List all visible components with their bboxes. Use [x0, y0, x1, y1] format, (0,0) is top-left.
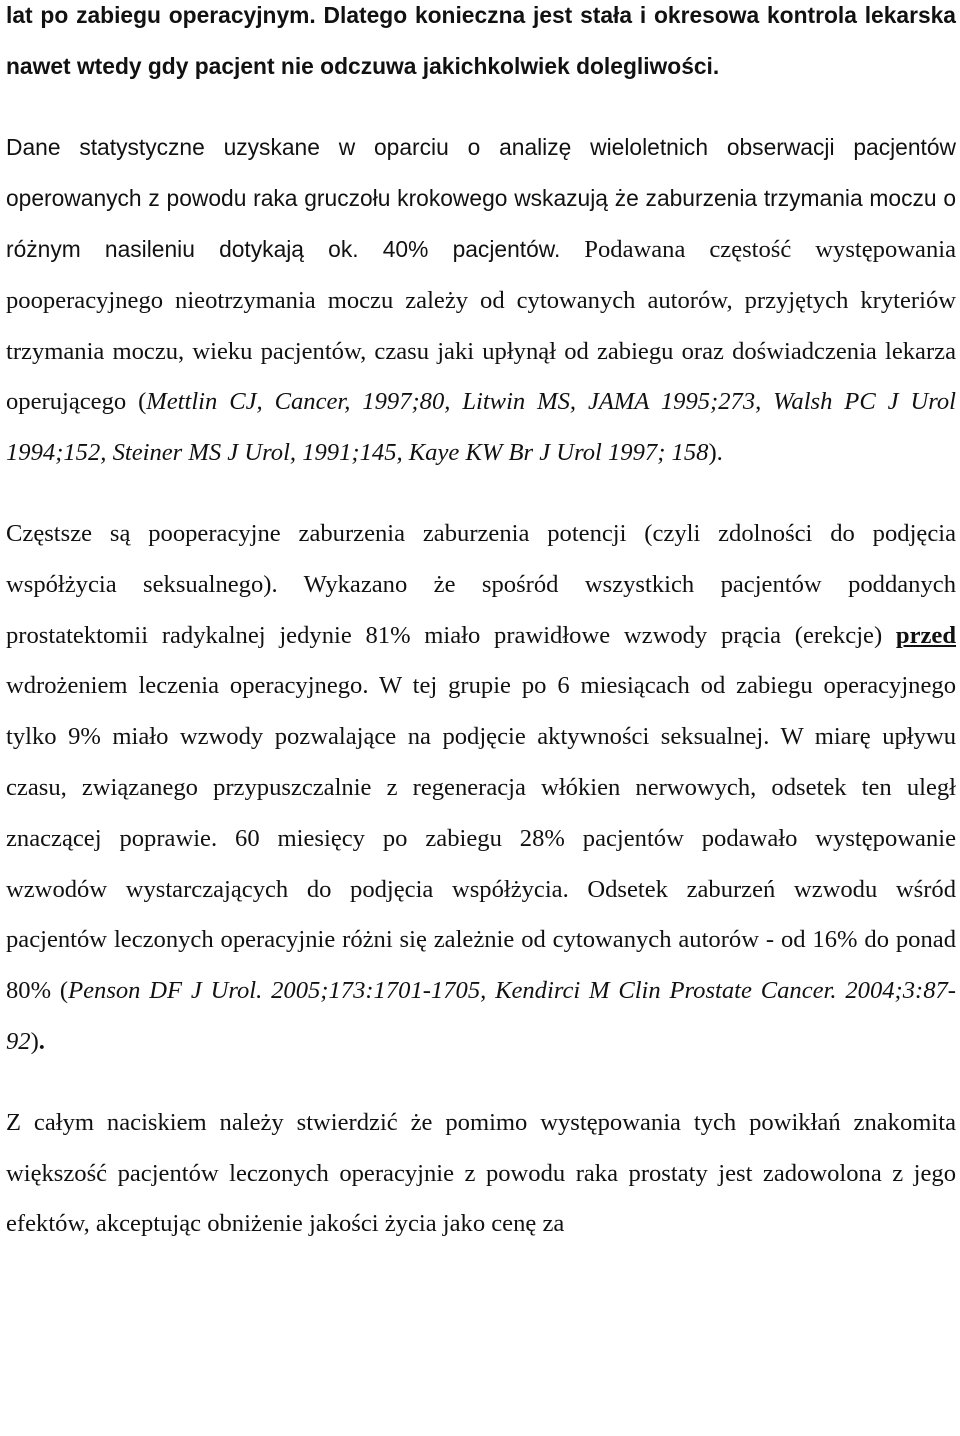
- document-page: [6, 0, 956, 1250]
- statistics-paragraph: [6, 122, 956, 479]
- potency-citation-close: ): [30, 1027, 39, 1055]
- statistics-body-text: Podawana częstość występowania pooperacyjnego nieotrzymania moczu zależy od cytowanych autorów, przyjętych kryteriów trzymania moczu, wieku pacjentów, czasu jaki upłynął od zabiegu oraz doświadczenia lekarza operującego (: [6, 236, 956, 416]
- statistics-citation: Mettlin CJ, Cancer, 1997;80, Litwin MS, JAMA 1995;273, Walsh PC J Urol 1994;152, Steiner MS J Urol, 1991;145, Kaye KW Br J Urol 1997; 158: [6, 388, 956, 467]
- potency-end: .: [38, 1027, 45, 1055]
- statistics-lead-text: Dane statystyczne uzyskane w oparciu o analizę wieloletnich obserwacji pacjentów operowanych z powodu raka gruczołu krokowego wskazują że zaburzenia trzymania moczu o różnym nasileniu dotykają ok. 40% pacjentów.: [6, 134, 956, 262]
- conclusion-paragraph: Z całym naciskiem należy stwierdzić że pomimo występowania tych powikłań znakomita większość pacjentów leczonych operacyjnie z powodu raka prostaty jest zadowolona z jego efektów, akceptując obniżenie jakości życia jako cenę za: [6, 1108, 956, 1238]
- potency-text-b: wdrożeniem leczenia operacyjnego. W tej grupie po 6 miesiącach od zabiegu operacyjnego tylko 9% miało wzwody pozwalające na podjęcie aktywności seksualnej. W miarę upływu czasu, związanego przypuszczalnie z regeneracja włókien nerwowych, odsetek ten uległ znaczącej poprawie. 60 miesięcy po zabiegu 28% pacjentów podawało występowanie wzwodów wystarczających do podjęcia współżycia. Odsetek zaburzeń wzwodu wśród pacjentów leczonych operacyjnie różni się zależnie od cytowanych autorów - od 16% do ponad 80% (: [6, 672, 956, 1005]
- potency-text-a: Częstsze są pooperacyjne zaburzenia zaburzenia potencji (czyli zdolności do podjęcia współżycia seksualnego). Wykazano że spośród wszystkich pacjentów poddanych prostatektomii radykalnej jedynie 81% miało prawidłowe wzwody prącia (erekcje): [6, 519, 956, 649]
- potency-paragraph: [6, 509, 956, 1068]
- potency-citation: Penson DF J Urol. 2005;173:1701-1705, Kendirci M Clin Prostate Cancer. 2004;3:87-92: [6, 977, 956, 1055]
- potency-underlined-word: przed: [895, 621, 956, 649]
- intro-paragraph: lat po zabiegu operacyjnym. Dlatego konieczna jest stała i okresowa kontrola lekarska nawet wtedy gdy pacjent nie odczuwa jakichkolwiek dolegliwości.: [6, 2, 956, 79]
- statistics-end: ).: [708, 439, 723, 467]
